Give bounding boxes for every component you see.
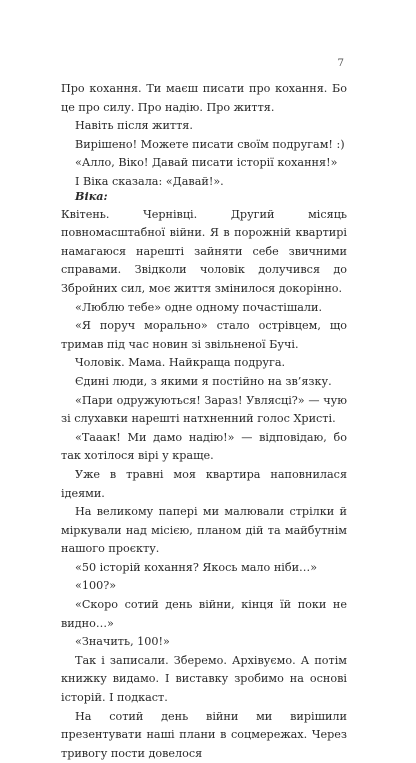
paragraph: Про кохання. Ти маєш писати про кохання. Бо це про силу. Про надію. Про життя. (61, 82, 347, 114)
paragraph: На сотий день війни ми вирішили презентувати наші плани в соцмережах. Через тривогу пости довелося (61, 709, 347, 760)
paragraph: «Алло, Віко! Давай писати історії кохання!» (75, 156, 338, 170)
paragraph: «Я поруч морально» стало острівцем, що тримав під час новин зі звільненої Бучі. (61, 319, 347, 351)
paragraph: І Віка сказала: «Давай!». (75, 174, 224, 188)
paragraph: «Люблю тебе» одне одному почастішали. (75, 300, 323, 314)
page-number: 7 (337, 57, 344, 69)
paragraph: На великому папері ми малювали стрілки й міркували над місією, планом дій та майбутнім нашого проєкту. (61, 505, 347, 556)
paragraph: Квітень. Чернівці. Другий місяць повномасштабної війни. Я в порожній квартирі намагаюся нарешті зайняти себе звичними справами. Звідколи чоловік долучився до Збройних сил, моє життя змінилося докорінно. (61, 207, 347, 295)
intro-text (61, 80, 347, 192)
paragraph: «50 історій кохання? Якось мало ніби…» (75, 560, 318, 574)
paragraph: Навіть після життя. (75, 119, 193, 133)
section-title: Віка: (75, 189, 108, 203)
paragraph: Уже в травні моя квартира наповнилася ідеями. (61, 467, 347, 500)
story-section (61, 187, 347, 763)
paragraph: «Тааак! Ми дамо надію!» — відповідаю, бо так хотілося вірі у краще. (61, 430, 347, 463)
paragraph: «Пари одружуються! Зараз! Увлясці?» — чую зі слухавки нарешті натхненний голос Христі. (61, 393, 347, 426)
paragraph: «Скоро сотий день війни, кінця їй поки не видно…» (61, 598, 347, 630)
paragraph: Вирішено! Можете писати своїм подругам! :) (75, 137, 345, 151)
paragraph: Єдині люди, з якими я постійно на зв’язку. (75, 374, 332, 388)
paragraph: «100?» (75, 579, 117, 593)
paragraph: «Значить, 100!» (75, 635, 170, 649)
paragraph: Чоловік. Мама. Найкраща подруга. (75, 356, 286, 370)
paragraph: Так і записали. Зберемо. Архівуємо. А потім книжку видамо. І виставку зробимо на основі історій. І подкаст. (61, 653, 347, 705)
